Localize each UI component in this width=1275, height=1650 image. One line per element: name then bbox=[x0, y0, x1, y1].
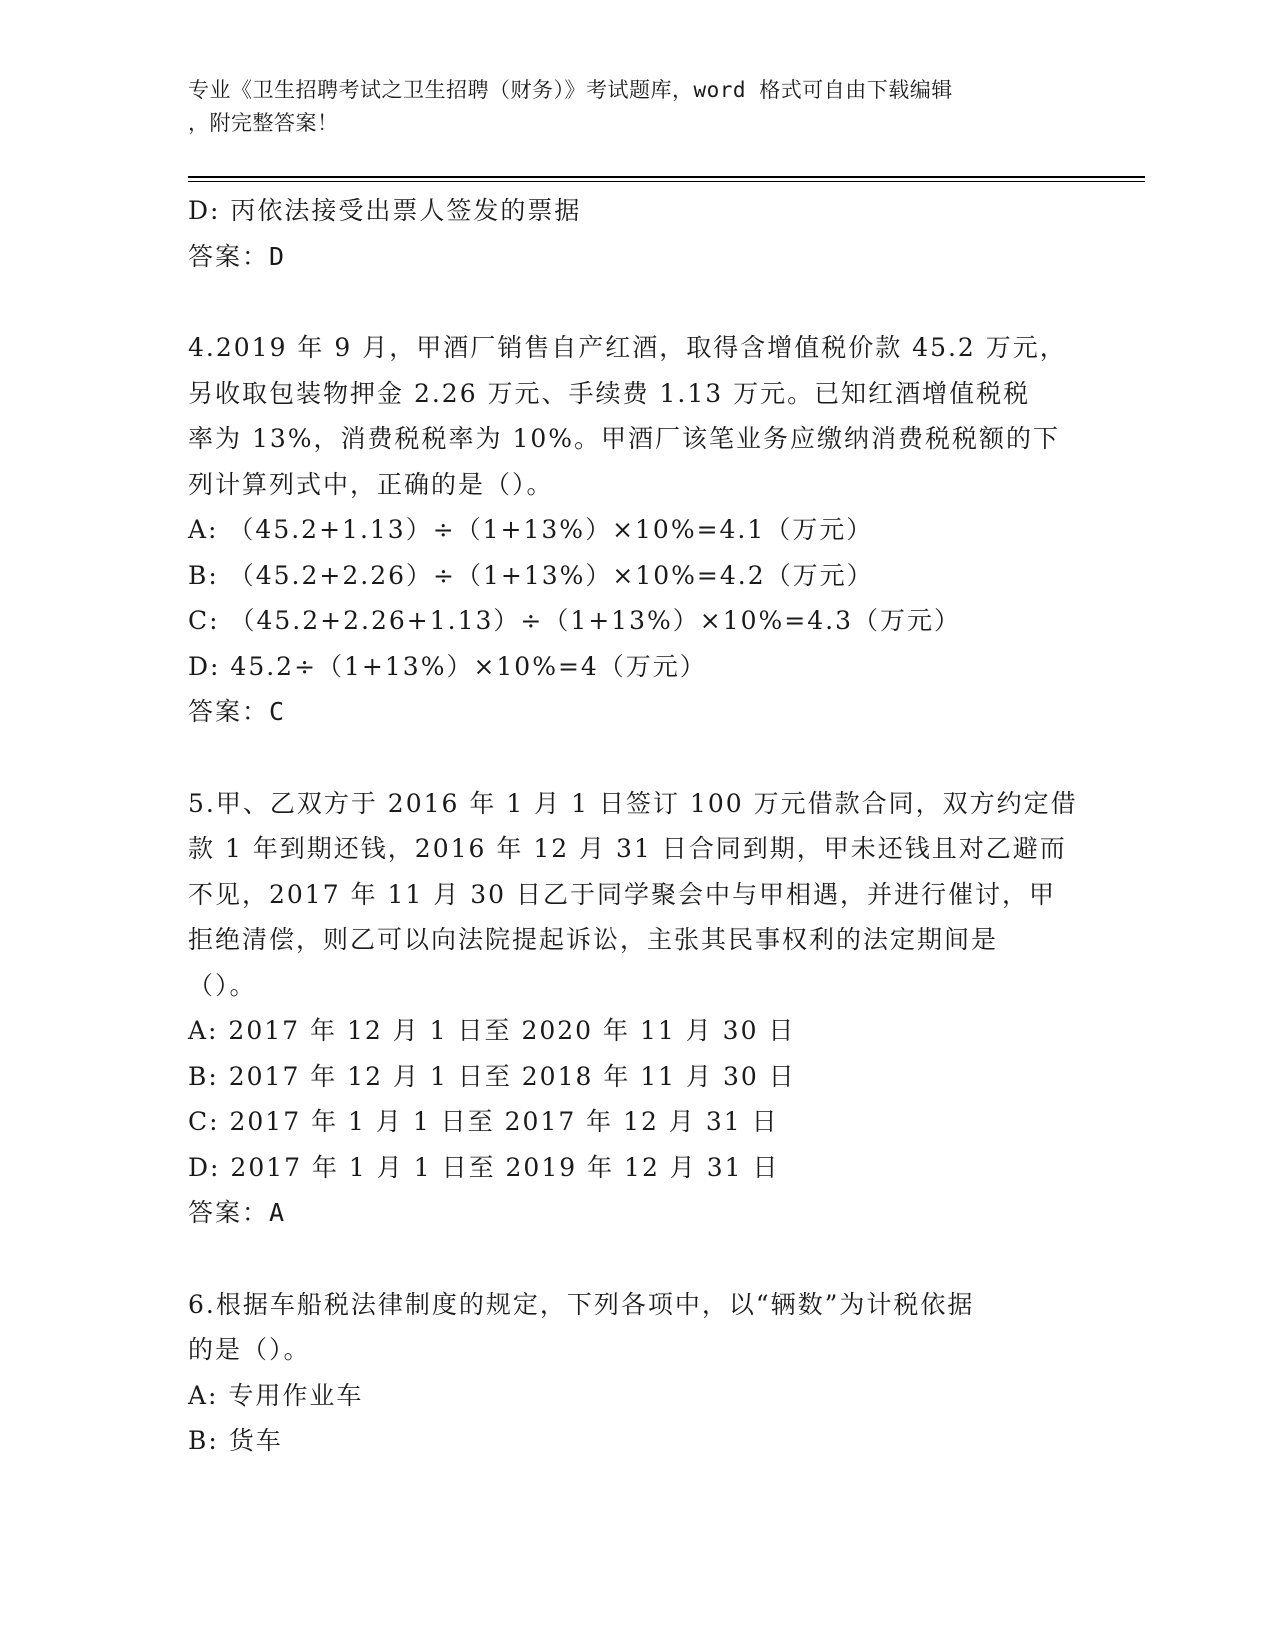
question-stem-line: 6.根据车船税法律制度的规定，下列各项中，以“辆数”为计税依据 bbox=[188, 1289, 975, 1319]
question-stem-line: 列计算列式中，正确的是（）。 bbox=[188, 469, 554, 499]
option-d: D: 丙依法接受出票人签发的票据 bbox=[188, 196, 582, 225]
question-stem-line: 4.2019 年 9 月，甲酒厂销售自产红酒，取得含增值税价款 45.2 万元， bbox=[188, 333, 1067, 362]
spacer bbox=[188, 735, 1078, 781]
question-content bbox=[188, 188, 1078, 1464]
answer-line: 答案：C bbox=[188, 697, 287, 726]
question-stem-line: 款 1 年到期还钱，2016 年 12 月 31 日合同到期，甲未还钱且对乙避而 bbox=[188, 834, 1067, 863]
option-d: D: 45.2÷（1+13%）×10%=4（万元） bbox=[188, 651, 707, 681]
answer-line: 答案：A bbox=[188, 1198, 287, 1227]
spacer bbox=[188, 279, 1078, 325]
option-b: B: 2017 年 12 月 1 日至 2018 年 11 月 30 日 bbox=[188, 1061, 796, 1091]
option-a: A: 专用作业车 bbox=[188, 1380, 364, 1410]
question-stem-line: 不见，2017 年 11 月 30 日乙于同学聚会中与甲相遇，并进行催讨，甲 bbox=[188, 879, 1056, 909]
option-b: B: 货车 bbox=[188, 1426, 283, 1455]
question-stem-line: （）。 bbox=[188, 970, 257, 1000]
answer-line: 答案：D bbox=[188, 241, 287, 271]
option-d: D: 2017 年 1 月 1 日至 2019 年 12 月 31 日 bbox=[188, 1152, 780, 1182]
question-stem-line: 5.甲、乙双方于 2016 年 1 月 1 日签订 100 万元借款合同，双方约定借 bbox=[188, 788, 1078, 818]
option-b: B: （45.2+2.26）÷（1+13%）×10%=4.2（万元） bbox=[188, 560, 874, 590]
question-6 bbox=[188, 1282, 1078, 1464]
header-divider-thin bbox=[188, 181, 1145, 182]
header-line-1: 专业《卫生招聘考试之卫生招聘（财务）》考试题库，word 格式可自由下载编辑 bbox=[188, 78, 953, 102]
option-c: C: （45.2+2.26+1.13）÷（1+13%）×10%=4.3（万元） bbox=[188, 606, 961, 635]
header-divider-thick bbox=[188, 176, 1145, 178]
spacer bbox=[188, 1236, 1078, 1282]
question-5 bbox=[188, 781, 1078, 1236]
header-line-2: ，附完整答案！ bbox=[188, 111, 339, 135]
question-stem-line: 的是（）。 bbox=[188, 1335, 311, 1364]
document-header bbox=[188, 74, 1068, 140]
question-stem-line: 另收取包装物押金 2.26 万元、手续费 1.13 万元。已知红酒增值税税 bbox=[188, 378, 1031, 408]
question-3-tail bbox=[188, 188, 1078, 279]
option-c: C: 2017 年 1 月 1 日至 2017 年 12 月 31 日 bbox=[188, 1107, 779, 1136]
question-4 bbox=[188, 325, 1078, 735]
option-a: A: （45.2+1.13）÷（1+13%）×10%=4.1（万元） bbox=[188, 515, 874, 544]
option-a: A: 2017 年 12 月 1 日至 2020 年 11 月 30 日 bbox=[188, 1016, 796, 1045]
question-stem-line: 率为 13%，消费税税率为 10%。甲酒厂该笔业务应缴纳消费税税额的下 bbox=[188, 424, 1061, 453]
question-stem-line: 拒绝清偿，则乙可以向法院提起诉讼，主张其民事权利的法定期间是 bbox=[188, 925, 999, 954]
